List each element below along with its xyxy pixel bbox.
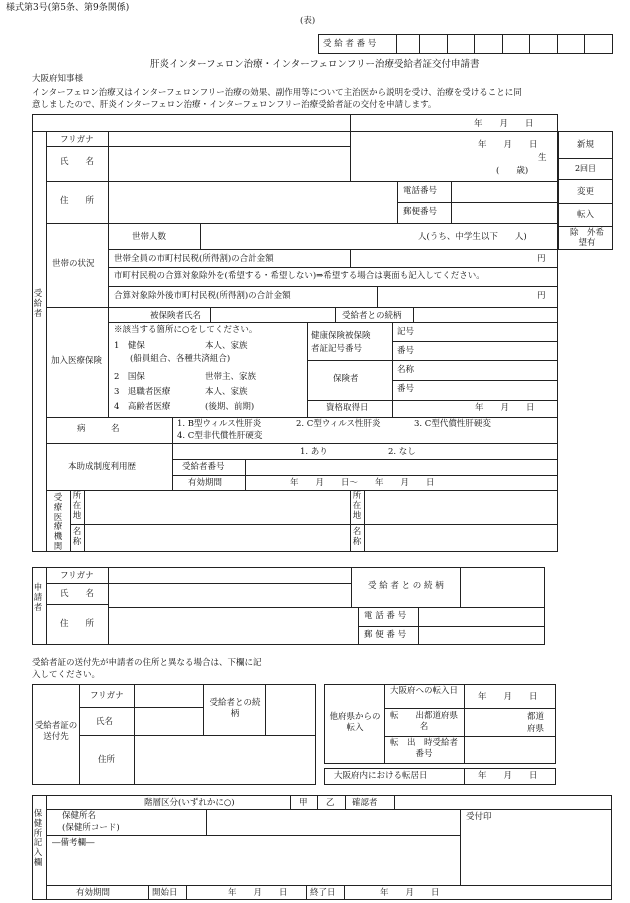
end-date-field[interactable]: 年 月 日 bbox=[380, 888, 440, 898]
applicant-address-label: 住 所 bbox=[60, 619, 95, 629]
card-code-label-2: 者証記号番号 bbox=[311, 344, 363, 354]
tax-total-yen[interactable]: 円 bbox=[537, 254, 546, 264]
application-date[interactable]: 年 月 日 bbox=[474, 119, 534, 129]
recipient-furigana-label: フリガナ bbox=[60, 135, 94, 145]
card-code-label-1: 健康保険被保険 bbox=[311, 331, 371, 341]
tier-b[interactable]: 乙 bbox=[326, 798, 335, 808]
disease-option-4[interactable]: 4. C型非代償性肝硬変 bbox=[177, 431, 263, 441]
household-count-field[interactable]: 人(うち、中学生以下 人) bbox=[418, 232, 527, 242]
tax-total-label: 世帯全員の市町村民税(所得割)の合計金額 bbox=[114, 254, 274, 264]
disease-option-2[interactable]: 2. C型ウィルス性肝炎 bbox=[296, 419, 381, 429]
office-name-label: 保健所名 bbox=[62, 811, 97, 821]
institution-location-label: 所在地 bbox=[72, 491, 82, 521]
insurance-label: 加入医療保険 bbox=[51, 356, 103, 366]
applicant-furigana-input[interactable] bbox=[110, 569, 348, 582]
recipient-phone-label: 電話番号 bbox=[403, 186, 438, 196]
insurance-option-4[interactable]: 4 高齢者医療 bbox=[114, 402, 171, 412]
applicant-address-input[interactable] bbox=[110, 606, 355, 643]
type-exclusion-wish[interactable]: 除 外希望有 bbox=[569, 228, 604, 249]
card-number-label: 番号 bbox=[397, 346, 415, 356]
consent-statement-2: 意しましたので、肝炎インターフェロン治療・インターフェロンフリー治療受給者証の交付を申請します。 bbox=[32, 100, 437, 110]
delivery-note-1: 受給者証の送付先が申請者の住所と異なる場合は、下欄に記 bbox=[32, 658, 262, 668]
institution-label: 受療医療機関 bbox=[53, 493, 63, 552]
insurance-option-1-detail[interactable]: 本人、家族 bbox=[205, 341, 248, 351]
type-change[interactable]: 変更 bbox=[576, 187, 594, 197]
tax-after-label: 合算対象除外後市町村民税(所得割)の合計金額 bbox=[114, 291, 291, 301]
end-date-label: 終了日 bbox=[310, 888, 336, 898]
application-type-box bbox=[558, 131, 613, 250]
delivery-note-2: 入してください。 bbox=[32, 670, 101, 680]
form-number: 様式第3号(第5条、第9条関係) bbox=[6, 3, 130, 13]
institution-name-label-2: 名称 bbox=[352, 527, 362, 547]
delivery-label: 受給者証の送付先 bbox=[34, 721, 78, 743]
applicant-section-label: 申請者 bbox=[33, 583, 43, 613]
birth-date[interactable]: 年 月 日 bbox=[478, 140, 538, 150]
history-no[interactable]: 2. なし bbox=[388, 447, 416, 457]
transfer-prefecture-label: 転 出都道府県名 bbox=[389, 711, 458, 733]
recipient-section-label: 受 給 者 bbox=[33, 289, 51, 319]
office-section-label: 保健所記入欄 bbox=[33, 809, 43, 868]
recipient-number-label: 受 給 者 番 号 bbox=[323, 39, 377, 49]
move-date-label: 大阪府内における転居日 bbox=[334, 771, 428, 781]
tax-after-yen[interactable]: 円 bbox=[537, 291, 546, 301]
remarks-input[interactable] bbox=[48, 850, 458, 884]
insurer-number-label: 番号 bbox=[397, 384, 415, 394]
transfer-label: 他府県からの転入 bbox=[329, 712, 381, 734]
insurance-option-1[interactable]: 1 健保 bbox=[114, 341, 145, 351]
type-second[interactable]: 2回目 bbox=[574, 164, 597, 173]
page-title: 肝炎インターフェロン治療・インターフェロンフリー治療受給者証交付申請書 bbox=[150, 59, 480, 70]
insurance-option-2-detail[interactable]: 世帯主、家族 bbox=[205, 372, 257, 382]
insurance-option-4-detail[interactable]: (後期、前期) bbox=[205, 402, 255, 412]
acquired-date-label: 資格取得日 bbox=[326, 403, 369, 413]
insurance-option-1-note: (船員組合、各種共済組合) bbox=[130, 354, 231, 364]
tier-a[interactable]: 甲 bbox=[299, 798, 308, 808]
institution-name-label: 名称 bbox=[72, 527, 82, 547]
remarks-label: ―備考欄― bbox=[52, 838, 95, 848]
institution-location-label-2: 所在地 bbox=[352, 491, 362, 521]
recipient-postal-label: 郵便番号 bbox=[403, 207, 438, 217]
tier-label: 階層区分(いずれかに○) bbox=[144, 798, 235, 808]
start-date-field[interactable]: 年 月 日 bbox=[228, 888, 288, 898]
insurer-label: 保険者 bbox=[333, 374, 359, 384]
transfer-previous-number-label: 転 出 時受給者番号 bbox=[389, 738, 458, 760]
applicant-name-input[interactable] bbox=[110, 585, 348, 603]
confirmer-label: 確認者 bbox=[352, 798, 378, 808]
age-field[interactable]: ( 歳) bbox=[496, 166, 529, 176]
insurance-option-3[interactable]: 3 退職者医療 bbox=[114, 387, 171, 397]
consent-statement-1: インターフェロン治療又はインターフェロンフリー治療の効果、副作用等について主治医から説明を受け、治療を受けることに同 bbox=[32, 88, 522, 98]
disease-option-3[interactable]: 3. C型代償性肝硬変 bbox=[414, 419, 491, 429]
delivery-relation-label: 受給者との続柄 bbox=[209, 698, 261, 720]
recipient-address-input[interactable] bbox=[110, 183, 395, 221]
transfer-prefecture-suffix-1: 都道 bbox=[527, 712, 545, 722]
start-date-label: 開始日 bbox=[152, 888, 178, 898]
transfer-prefecture-suffix-2: 府県 bbox=[527, 724, 545, 734]
transfer-date-label: 大阪府への転入日 bbox=[389, 686, 458, 696]
office-code-label: (保健所コード) bbox=[62, 823, 120, 833]
recipient-furigana-input[interactable] bbox=[110, 133, 348, 145]
recipient-number-box[interactable] bbox=[318, 34, 613, 54]
transfer-date-field[interactable]: 年 月 日 bbox=[478, 692, 538, 702]
recipient-address-label: 住 所 bbox=[60, 196, 95, 206]
disease-label: 病 名 bbox=[77, 424, 120, 434]
acquired-date-field[interactable]: 年 月 日 bbox=[475, 403, 535, 413]
insurance-relation-label: 受給者との続柄 bbox=[342, 311, 402, 321]
applicant-name-label: 氏 名 bbox=[60, 589, 95, 599]
birth-suffix: 生 bbox=[538, 153, 547, 163]
history-valid-period-label: 有効期間 bbox=[188, 478, 223, 488]
recipient-name-label: 氏 名 bbox=[60, 157, 95, 167]
recipient-phone-input[interactable] bbox=[453, 183, 556, 201]
history-recipient-number-label: 受給者番号 bbox=[182, 462, 225, 472]
applicant-relation-label: 受 給 者 と の 続 柄 bbox=[368, 581, 444, 591]
delivery-name-label: 氏名 bbox=[96, 717, 114, 727]
insurance-option-2[interactable]: 2 国保 bbox=[114, 372, 145, 382]
disease-option-1[interactable]: 1. B型ウィルス性肝炎 bbox=[177, 419, 262, 429]
history-label: 本助成制度利用歴 bbox=[68, 462, 137, 472]
delivery-address-label: 住所 bbox=[98, 755, 116, 765]
recipient-name-input[interactable] bbox=[110, 148, 348, 180]
history-yes[interactable]: 1. あり bbox=[300, 447, 328, 457]
received-stamp-label: 受付印 bbox=[466, 812, 492, 822]
circle-note: ※該当する箇所に○をしてください。 bbox=[114, 325, 258, 335]
move-date-field[interactable]: 年 月 日 bbox=[478, 771, 538, 781]
delivery-address-input[interactable] bbox=[136, 737, 314, 783]
household-count-label: 世帯人数 bbox=[132, 232, 167, 242]
delivery-furigana-label: フリガナ bbox=[90, 691, 124, 701]
history-valid-period-field[interactable]: 年 月 日～ 年 月 日 bbox=[290, 478, 435, 488]
applicant-postal-label: 郵 便 番 号 bbox=[364, 630, 407, 640]
applicant-phone-label: 電 話 番 号 bbox=[364, 611, 407, 621]
code-mark-label: 記号 bbox=[397, 327, 415, 337]
form-side-label: (表) bbox=[300, 16, 316, 26]
office-valid-period-label: 有効期間 bbox=[76, 888, 111, 898]
addressee: 大阪府知事様 bbox=[32, 74, 84, 84]
type-new[interactable]: 新規 bbox=[576, 140, 594, 150]
exclusion-note[interactable]: 市町村民税の合算対象除外を(希望する・希望しない)⇒希望する場合は裏面も記入してください。 bbox=[114, 271, 485, 281]
household-status-label: 世帯の状況 bbox=[52, 259, 95, 269]
insurer-name-label: 名称 bbox=[397, 365, 415, 375]
insured-name-label: 被保険者氏名 bbox=[150, 311, 202, 321]
type-transfer[interactable]: 転入 bbox=[576, 210, 594, 220]
insurance-option-3-detail[interactable]: 本人、家族 bbox=[205, 387, 248, 397]
recipient-postal-input[interactable] bbox=[453, 204, 556, 222]
applicant-furigana-label: フリガナ bbox=[60, 571, 94, 581]
